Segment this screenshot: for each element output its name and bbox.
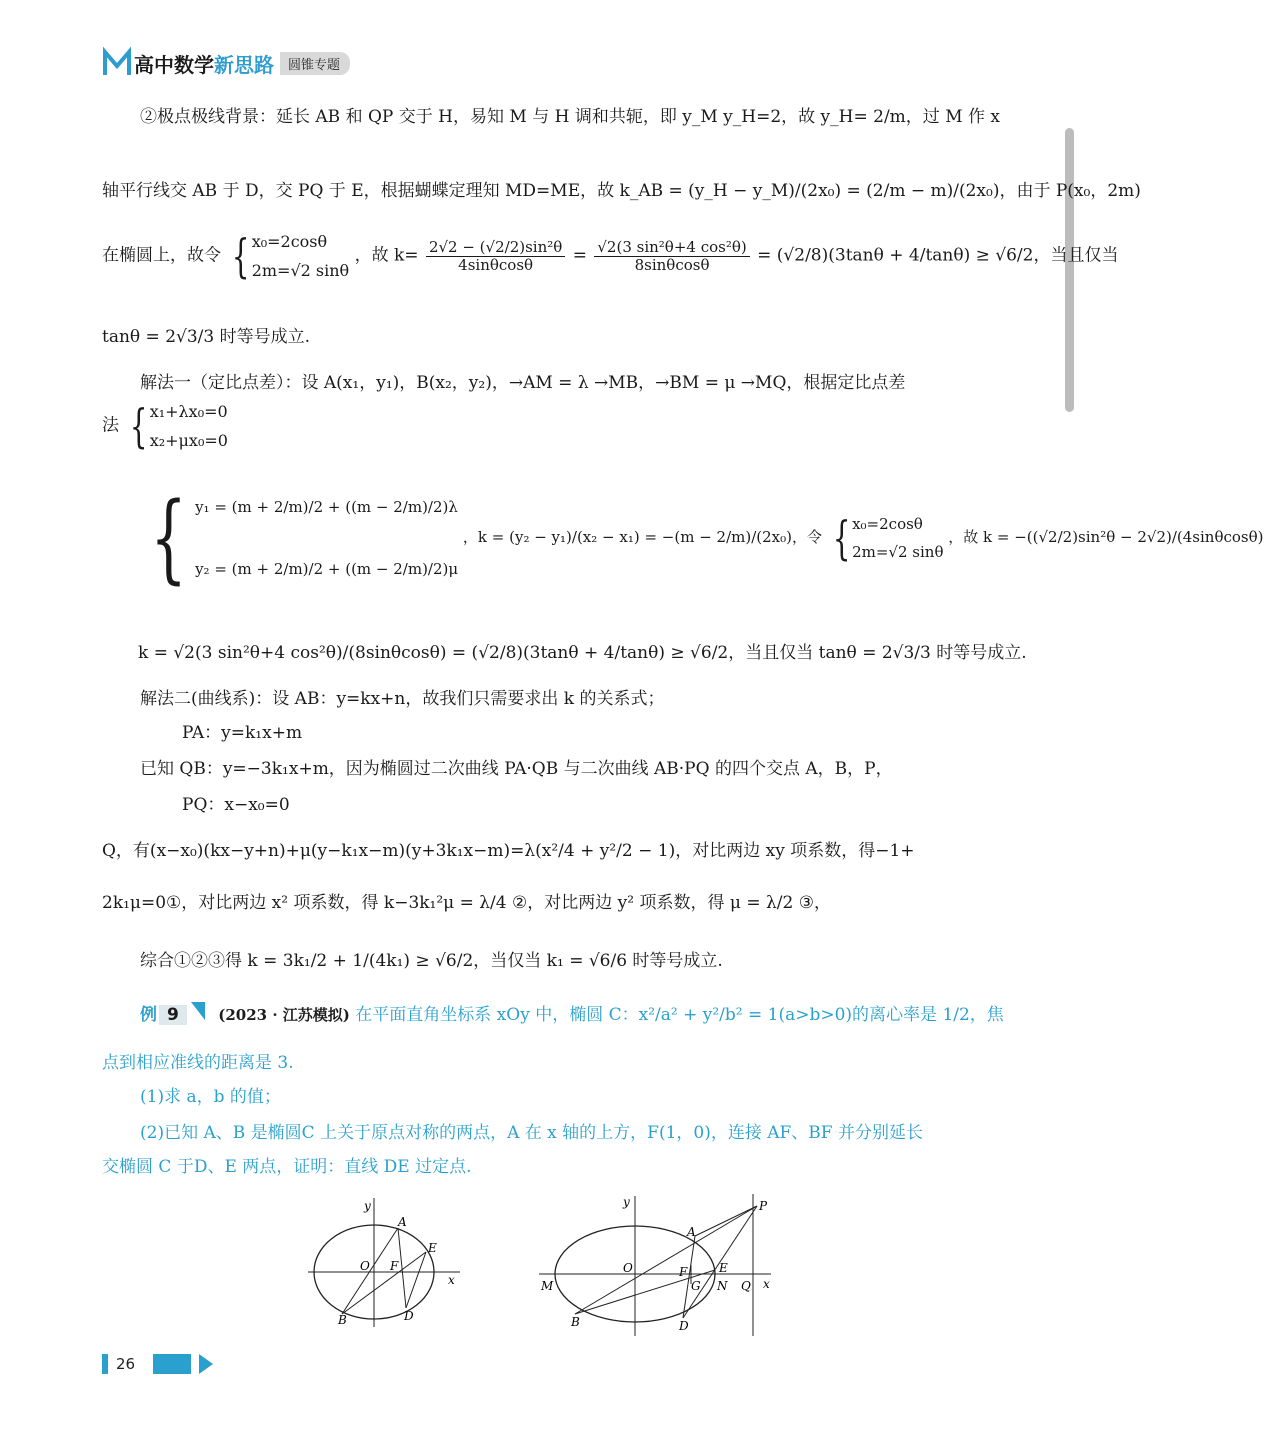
label-y: y xyxy=(364,1199,371,1213)
page-header xyxy=(102,46,350,80)
page-number: 26 xyxy=(116,1355,136,1373)
equation-system: { x₀=2cosθ 2m=√2 sinθ xyxy=(232,229,350,283)
label-x: x xyxy=(448,1273,455,1287)
equation-system: { y₁ = (m + 2/m)/2 + ((m − 2/m)/2)λ y₂ = (m + 2/m)/2 + ((m − 2/m)/2)μ xyxy=(150,482,459,594)
next-arrow-icon xyxy=(199,1354,213,1374)
topic-tag: 圆锥专题 xyxy=(280,52,350,75)
page-footer xyxy=(102,1354,213,1374)
logo-m-icon xyxy=(102,48,132,78)
text-line-8: k = √2(3 sin²θ+4 cos²θ)/(8sinθcosθ) = (√2/8)(3tanθ + 4/tanθ) ≥ √6/2，当且仅当 tanθ = 2√3/3 时等号成立. xyxy=(138,643,1027,663)
label-B: B xyxy=(571,1315,580,1329)
example-stem-2: 点到相应准线的距离是 3. xyxy=(102,1053,294,1073)
text-line-15: 综合①②③得 k = 3k₁/2 + 1/(4k₁) ≥ √6/2，当仅当 k₁ = √6/6 时等号成立. xyxy=(140,951,723,971)
label-A: A xyxy=(398,1215,407,1229)
question-2: (2)已知 A、B 是椭圆C 上关于原点对称的两点，A 在 x 轴的上方，F(1，0)，连接 AF、BF 并分别延长 xyxy=(140,1123,924,1143)
brand-title: 高中数学新思路 xyxy=(134,52,274,77)
ellipse-figure-2 xyxy=(535,1190,785,1340)
example-source: (2023 · 江苏模拟) xyxy=(218,1006,350,1024)
text-line-3: 在椭圆上，故令 { x₀=2cosθ 2m=√2 sinθ ，故 k= $\frac{\text{2√2 − (√2/2)sin²θ}}{4\sin\theta\cos\theta}$ = $\frac{\text{√2(3 sin²θ+4 cos²θ)}}{8\sin\theta\cos\theta}$ = (√2/8)(3tanθ + 4/tanθ) ≥ √6/2，当且仅当 xyxy=(102,229,1119,283)
label-N: N xyxy=(717,1279,728,1293)
label-y: y xyxy=(623,1195,630,1209)
label-Q: Q xyxy=(741,1279,751,1293)
label-D: D xyxy=(679,1319,689,1333)
example-stem: 在平面直角坐标系 xOy 中，椭圆 C：x²/a² + y²/b² = 1(a>b>0)的离心率是 1/2，焦 xyxy=(355,1005,1004,1025)
text-line-14: 2k₁μ=0①，对比两边 x² 项系数，得 k−3k₁²μ = λ/4 ②，对比两边 y² 项系数，得 μ = λ/2 ③， xyxy=(102,893,831,913)
label-E: E xyxy=(428,1241,437,1255)
text-line-5: 解法一（定比点差）：设 A(x₁，y₁)，B(x₂，y₂)，→AM = λ →MB，→BM = μ →MQ，根据定比点差 xyxy=(140,373,906,393)
label-E: E xyxy=(719,1261,728,1275)
label-A: A xyxy=(687,1225,696,1239)
label-F: F xyxy=(390,1259,399,1273)
text-line-11: 已知 QB：y=−3k₁x+m，因为椭圆过二次曲线 PA·QB 与二次曲线 AB·PQ 的四个交点 A，B，P， xyxy=(140,759,893,779)
text-line-7: { y₁ = (m + 2/m)/2 + ((m − 2/m)/2)λ y₂ = (m + 2/m)/2 + ((m − 2/m)/2)μ ，k = (y₂ − y₁)/(x₂ − x₁) = −(m − 2/m)/(2x₀)，令 { x₀=2cosθ 2m=√2 sinθ ，故 k = −((√2/2)sin²θ − 2√2)/(4sinθcosθ) xyxy=(138,490,1264,586)
label-P: P xyxy=(759,1199,768,1213)
text-line-6: 法 { x₁+λx₀=0 x₂+μx₀=0 xyxy=(102,399,228,453)
text-line-4: tanθ = 2√3/3 时等号成立. xyxy=(102,327,311,347)
equation-system: { x₀=2cosθ 2m=√2 sinθ xyxy=(832,511,944,565)
fraction: $\frac{\text{√2(3 sin²θ+4 cos²θ)}}{8\sin\theta\cos\theta}$ xyxy=(594,239,749,274)
question-1: (1)求 a，b 的值； xyxy=(140,1087,281,1107)
text-line-12: PQ：x−x₀=0 xyxy=(182,795,290,815)
label-O: O xyxy=(623,1261,633,1275)
label-F: F xyxy=(679,1265,688,1279)
text-line-9: 解法二(曲线系)：设 AB：y=kx+n，故我们只需要求出 k 的关系式； xyxy=(140,689,665,709)
equation-system: { x₁+λx₀=0 x₂+μx₀=0 xyxy=(130,399,228,453)
label-M: M xyxy=(541,1279,554,1293)
footer-block xyxy=(153,1354,191,1374)
example-header xyxy=(140,1000,1004,1025)
question-2-cont: 交椭圆 C 于D、E 两点，证明：直线 DE 过定点. xyxy=(102,1157,472,1177)
ellipse-figure-1 xyxy=(300,1192,470,1332)
text-line-2: 轴平行线交 AB 于 D，交 PQ 于 E，根据蝴蝶定理知 MD=ME，故 k_AB = (y_H − y_M)/(2x₀) = (2/m − m)/(2x₀)，由于 P(x₀，2m) xyxy=(102,181,1141,201)
label-O: O xyxy=(360,1259,370,1273)
text-line-1: ②极点极线背景：延长 AB 和 QP 交于 H，易知 M 与 H 调和共轭，即 y_M y_H=2，故 y_H= 2/m，过 M 作 x xyxy=(140,107,1000,127)
footer-bar xyxy=(102,1354,108,1374)
text-line-10: PA：y=k₁x+m xyxy=(182,723,303,743)
fraction: $\frac{\text{2√2 − (√2/2)sin²θ}}{4\sin\theta\cos\theta}$ xyxy=(426,239,565,274)
label-D: D xyxy=(404,1309,414,1323)
label-B: B xyxy=(338,1313,347,1327)
text-line-13: Q，有(x−x₀)(kx−y+n)+μ(y−k₁x−m)(y+3k₁x−m)=λ(x²/4 + y²/2 − 1)，对比两边 xy 项系数，得−1+ xyxy=(102,841,915,861)
label-G: G xyxy=(691,1279,701,1293)
label-x: x xyxy=(763,1277,770,1291)
example-badge: 例 9 xyxy=(140,1000,213,1025)
